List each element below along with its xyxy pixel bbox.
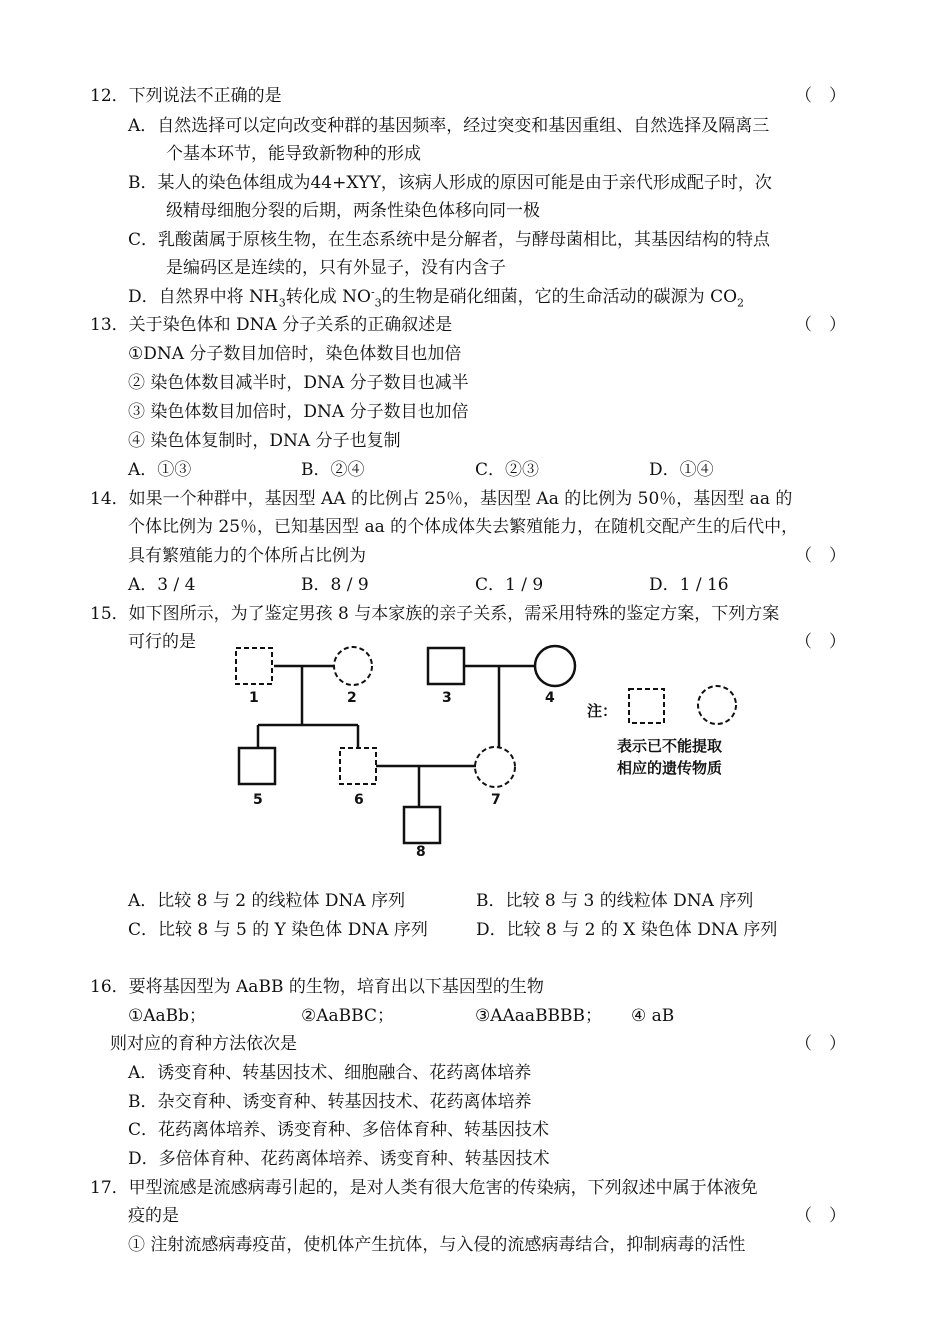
q12-answer-paren: （ ） xyxy=(795,86,846,106)
legend-note-line1: 表示已不能提取 xyxy=(617,737,723,755)
q13-option-b: B．②④ xyxy=(301,460,365,480)
q12-option-c-line1: C．乳酸菌属于原核生物，在生态系统中是分解者，与酵母菌相比，其基因结构的特点 xyxy=(128,230,771,250)
individual-6-male-dashed xyxy=(340,748,376,784)
q12-d-sub-3b: 3 xyxy=(374,296,382,310)
q13-option-a: A．①③ xyxy=(128,460,192,480)
q17-answer-paren: （ ） xyxy=(795,1206,846,1226)
individual-7-female-dashed xyxy=(475,747,515,787)
q14-option-c: C．1 / 9 xyxy=(475,575,544,595)
label-3: 3 xyxy=(442,690,452,706)
q12-d-sub-3: 3 xyxy=(278,296,286,310)
q12-d-mid: 转化成 NO xyxy=(285,287,371,307)
q15-option-b: B．比较 8 与 3 的线粒体 DNA 序列 xyxy=(476,891,754,911)
q13-statement-4: ④ 染色体复制时，DNA 分子也复制 xyxy=(128,431,401,451)
q12-option-d xyxy=(128,286,744,308)
label-1: 1 xyxy=(249,690,259,706)
q12-option-c-line2: 是编码区是连续的，只有外显子，没有内含子 xyxy=(166,258,506,278)
q14-stem-line1: 14．如果一个种群中，基因型 AA 的比例占 25％，基因型 Aa 的比例为 50％，基因型 aa 的 xyxy=(90,489,793,509)
individual-5-male xyxy=(239,748,275,784)
q16-option-d: D．多倍体育种、花药离体培养、诱变育种、转基因技术 xyxy=(128,1149,550,1169)
legend-female-dashed-symbol xyxy=(698,686,736,724)
q15-stem-line2: 可行的是 xyxy=(128,632,196,652)
label-6: 6 xyxy=(354,792,364,808)
q16-genotype-2: ②AaBBC； xyxy=(301,1006,394,1026)
q16-genotype-3: ③AAaaBBBB； xyxy=(475,1006,603,1026)
q13-answer-paren: （ ） xyxy=(795,315,846,335)
q13-statement-1: ①DNA 分子数目加倍时，染色体数目也加倍 xyxy=(128,344,462,364)
q16-genotype-1: ①AaBb； xyxy=(128,1006,207,1026)
q16-stem: 16．要将基因型为 AaBB 的生物，培育出以下基因型的生物 xyxy=(90,977,544,997)
q15-option-a: A．比较 8 与 2 的线粒体 DNA 序列 xyxy=(128,891,406,911)
q12-d-post: 的生物是硝化细菌，它的生命活动的碳源为 CO xyxy=(381,287,738,307)
legend-male-dashed-symbol xyxy=(629,689,664,723)
q16-option-b: B．杂交育种、诱变育种、转基因技术、花药离体培养 xyxy=(128,1092,532,1112)
legend-note-head: 注： xyxy=(587,702,618,720)
q12-option-a-line2: 个基本环节，能导致新物种的形成 xyxy=(166,144,421,164)
q13-statement-3: ③ 染色体数目加倍时，DNA 分子数目也加倍 xyxy=(128,402,469,422)
q15-stem-line1: 15．如下图所示，为了鉴定男孩 8 与本家族的亲子关系，需采用特殊的鉴定方案，下列方案 xyxy=(90,604,780,624)
individual-4-female xyxy=(535,646,575,686)
q14-option-a: A．3 / 4 xyxy=(128,575,196,595)
q12-stem: 12．下列说法不正确的是 xyxy=(90,86,282,106)
q12-d-pre: D．自然界中将 NH xyxy=(128,287,279,307)
q16-stem-line2: 则对应的育种方法依次是 xyxy=(110,1034,297,1054)
q14-option-b: B．8 / 9 xyxy=(301,575,369,595)
q17-stem-line2: 疫的是 xyxy=(128,1206,179,1226)
q17-stem-line1: 17．甲型流感是流感病毒引起的，是对人类有很大危害的传染病，下列叙述中属于体液免 xyxy=(90,1178,758,1198)
q14-stem-line3: 具有繁殖能力的个体所占比例为 xyxy=(128,546,366,566)
q15-option-d: D．比较 8 与 2 的 X 染色体 DNA 序列 xyxy=(476,920,778,940)
label-5: 5 xyxy=(253,792,263,808)
q14-answer-paren: （ ） xyxy=(795,546,846,566)
q13-statement-2: ② 染色体数目减半时，DNA 分子数目也减半 xyxy=(128,373,469,393)
q16-genotype-4: ④ aB xyxy=(631,1006,675,1026)
q16-option-a: A．诱变育种、转基因技术、细胞融合、花药离体培养 xyxy=(128,1063,532,1083)
q14-option-d: D．1 / 16 xyxy=(649,575,729,595)
q17-statement-1: ① 注射流感病毒疫苗，使机体产生抗体，与入侵的流感病毒结合，抑制病毒的活性 xyxy=(128,1235,746,1255)
q15-option-c: C．比较 8 与 5 的 Y 染色体 DNA 序列 xyxy=(128,920,428,940)
label-8: 8 xyxy=(416,844,426,860)
label-2: 2 xyxy=(347,690,357,706)
q12-option-b-line1: B．某人的染色体组成为44+XYY，该病人形成的原因可能是由于亲代形成配子时，次 xyxy=(128,173,772,193)
q12-option-b-line2: 级精母细胞分裂的后期，两条性染色体移向同一极 xyxy=(166,201,540,221)
individual-2-female-dashed xyxy=(334,647,372,685)
q16-answer-paren: （ ） xyxy=(795,1034,846,1054)
individual-8-male xyxy=(404,807,440,843)
q13-option-d: D．①④ xyxy=(649,460,714,480)
q14-stem-line2: 个体比例为 25％，已知基因型 aa 的个体成体失去繁殖能力，在随机交配产生的后代中， xyxy=(128,517,799,537)
label-4: 4 xyxy=(545,690,555,706)
q15-answer-paren: （ ） xyxy=(795,632,846,652)
individual-1-male-dashed xyxy=(236,648,272,684)
q16-option-c: C．花药离体培养、诱变育种、多倍体育种、转基因技术 xyxy=(128,1120,550,1140)
q12-d-sub-2: 2 xyxy=(737,296,745,310)
individual-3-male xyxy=(428,648,464,684)
label-7: 7 xyxy=(491,792,501,808)
q12-option-a-line1: A．自然选择可以定向改变种群的基因频率，经过突变和基因重组、自然选择及隔离三 xyxy=(128,116,770,136)
q13-stem: 13．关于染色体和 DNA 分子关系的正确叙述是 xyxy=(90,315,453,335)
q12-d-sup-minus: - xyxy=(370,285,375,299)
legend-note-line2: 相应的遗传物质 xyxy=(617,759,723,777)
q13-option-c: C．②③ xyxy=(475,460,540,480)
